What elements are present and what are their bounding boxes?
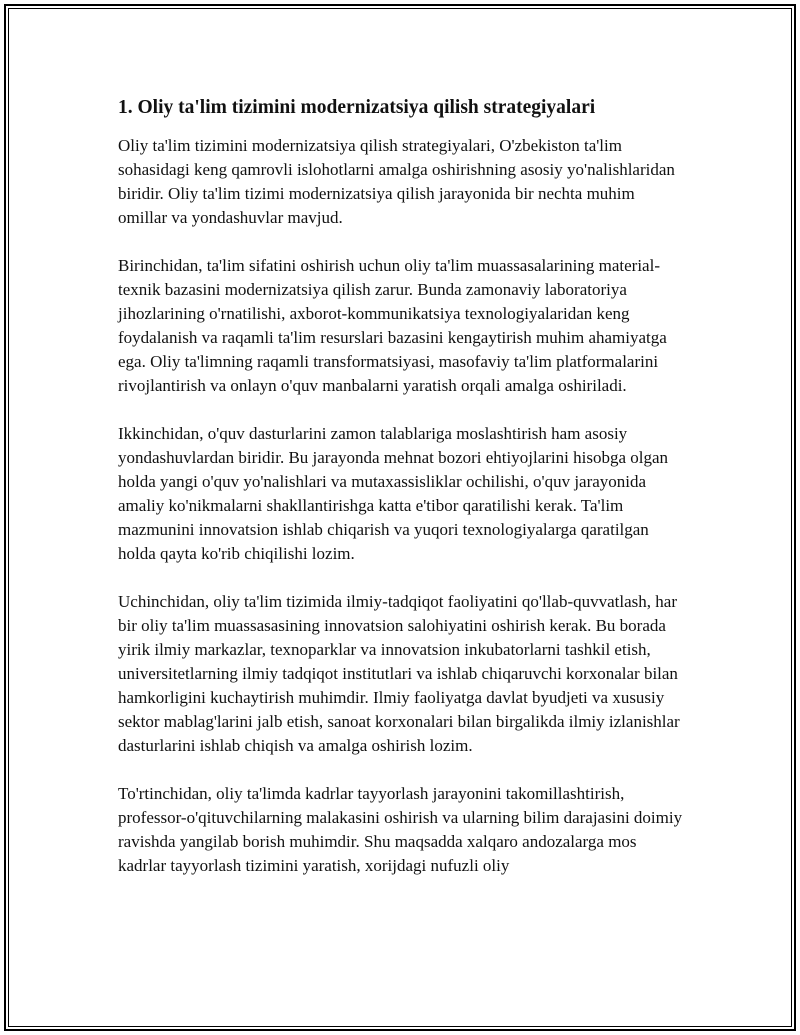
paragraph-2: Birinchidan, ta'lim sifatini oshirish uchun oliy ta'lim muassasalarining material-texnik bazasini modernizatsiya qilish zarur. Bunda zamonaviy laboratoriya jihozlarining o'rnatilishi, axborot-kommunikatsiya texnologiyalaridan keng foydalanish va raqamli ta'lim resurslari bazasini kengaytirish muhim ahamiyatga ega. Oliy ta'limning raqamli transformatsiyasi, masofaviy ta'lim platformalarini rivojlantirish va onlayn o'quv manbalarni yaratish orqali amalga oshiriladi. xyxy=(118,256,667,395)
paragraph-1: Oliy ta'lim tizimini modernizatsiya qilish strategiyalari, O'zbekiston ta'lim sohasidagi keng qamrovli islohotlarni amalga oshirishning asosiy yo'nalishlaridan biridir. Oliy ta'lim tizimi modernizatsiya qilish jarayonida bir nechta muhim omillar va yondashuvlar mavjud. xyxy=(118,136,675,227)
paragraph-3: Ikkinchidan, o'quv dasturlarini zamon talablariga moslashtirish ham asosiy yondashuvlardan biridir. Bu jarayonda mehnat bozori ehtiyojlarini hisobga olgan holda yangi o'quv yo'nalishlari va mutaxassisliklar ochilishi, o'quv jarayonida amaliy ko'nikmalarni shakllantirishga katta e'tibor qaratilishi kerak. Ta'lim mazmunini innovatsion ishlab chiqarish va yuqori texnologiyalarga qaratilgan holda qayta ko'rib chiqilishi lozim. xyxy=(118,424,669,563)
document-body xyxy=(118,94,684,902)
paragraph-4: Uchinchidan, oliy ta'lim tizimida ilmiy-tadqiqot faoliyatini qo'llab-quvvatlash, har bir oliy ta'lim muassasasining innovatsion salohiyatini oshirish kerak. Bu borada yirik ilmiy markazlar, texnoparklar va innovatsion inkubatorlarni tashkil etish, universitetlarning ilmiy tadqiqot institutlari va ishlab chiqaruvchi korxonalar bilan hamkorligini kuchaytirish muhimdir. Ilmiy faoliyatga davlat byudjeti va xususiy sektor mablag'larini jalb etish, sanoat korxonalari bilan birgalikda ilmiy izlanishlar dasturlarini ishlab chiqish va amalga oshirish lozim. xyxy=(118,592,680,755)
section-heading: 1. Oliy ta'lim tizimini modernizatsiya qilish strategiyalari xyxy=(118,97,596,118)
paragraph-5: To'rtinchidan, oliy ta'limda kadrlar tayyorlash jarayonini takomillashtirish, professor-o'qituvchilarning malakasini oshirish va ularning bilim darajasini doimiy ravishda yangilab borish muhimdir. Shu maqsadda xalqaro andozalarga mos kadrlar tayyorlash tizimini yaratish, xorijdagi nufuzli oliy xyxy=(118,784,683,875)
